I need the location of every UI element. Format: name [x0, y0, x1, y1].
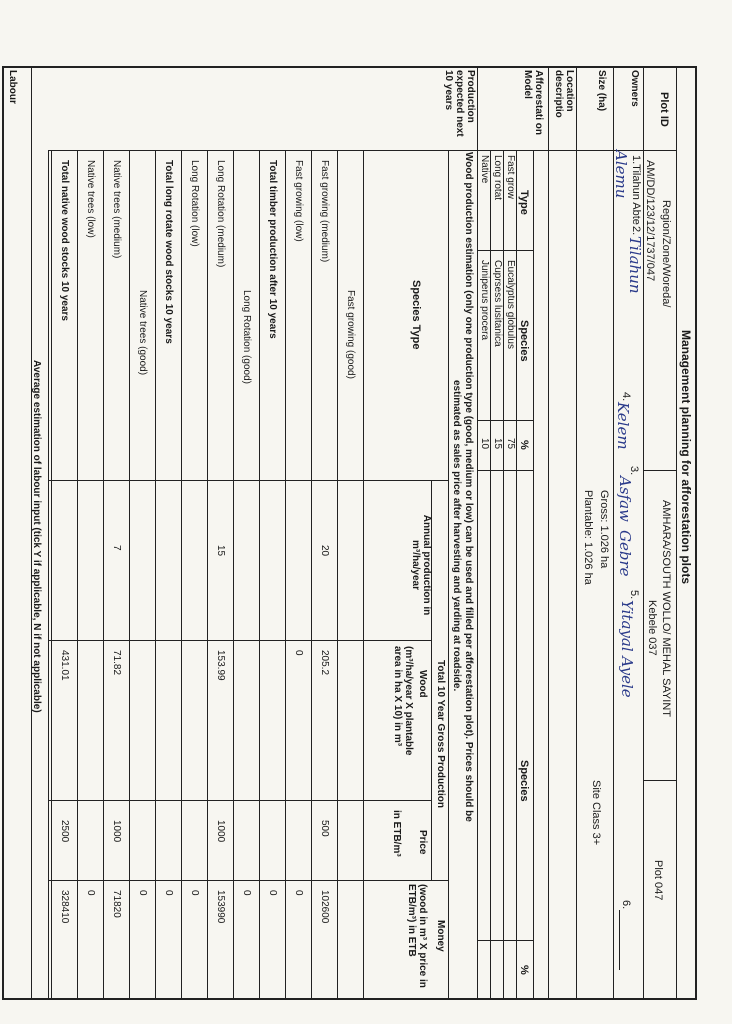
- row-divider: [207, 150, 208, 1000]
- row-divider: [129, 150, 130, 1000]
- site-class: Site Class 3+: [590, 780, 602, 846]
- model-type-header: Type: [518, 190, 530, 215]
- model-row-type: Fast grow: [505, 155, 516, 199]
- row-price: 2500: [59, 820, 70, 843]
- row-money: 71820: [111, 890, 122, 918]
- model-row-pct: 75: [505, 438, 516, 450]
- row-divider: [233, 150, 234, 1000]
- model-pct-header: %: [518, 440, 530, 450]
- model-row-pct: 15: [492, 438, 503, 450]
- row-species-type: Fast growing (low): [293, 160, 304, 242]
- form-title: Management planning for afforestation plots: [679, 330, 693, 585]
- owner-5-handwritten: Gebre: [616, 530, 634, 577]
- plot-number: Plot 047: [652, 860, 664, 901]
- total-header: Total 10 Year Gross Production: [435, 660, 446, 809]
- row-species-type: Fast growing (medium): [319, 160, 330, 263]
- owner-3-handwritten: Asfaw: [616, 476, 634, 522]
- row-wood: 205.2: [319, 650, 330, 676]
- model-row-type: Native: [479, 155, 490, 184]
- owner-2-num: 2.: [630, 226, 642, 236]
- row-species-type: Total native wood stocks 10 years: [59, 160, 70, 321]
- plantable-size: Plantable: 1.026 ha: [582, 490, 594, 585]
- wood-header: Wood: [417, 670, 428, 698]
- owners-label: Owners: [629, 70, 640, 107]
- row-price: 1000: [215, 820, 226, 843]
- production-note-2: estimated as sales price after harvesting and yarding at roadside.: [451, 380, 462, 692]
- model-row-species: Juniperus procera: [479, 260, 490, 341]
- row-divider: [259, 150, 260, 1000]
- row-divider: [155, 150, 156, 1000]
- region-label: Region/Zone/Woreda/: [660, 200, 672, 308]
- row-species-type: Fast growing (good): [345, 290, 356, 379]
- size-label: Size (ha): [596, 70, 607, 112]
- row-species-type: Long Rotation (medium): [215, 160, 226, 268]
- row-money: 0: [267, 890, 278, 896]
- row-wood: 153.99: [215, 650, 226, 681]
- row-money: 0: [137, 890, 148, 896]
- production-label: Production expected next 10 years: [443, 70, 476, 137]
- plot-code: AM/DD/123/12/1737/047: [644, 160, 656, 282]
- row-species-type: Native trees (medium): [111, 160, 122, 259]
- gross-size: Gross: 1.026 ha: [598, 490, 610, 569]
- row-money: 0: [241, 890, 252, 896]
- annual-header: Annual production in m³/ha/year: [410, 514, 432, 616]
- owner-5-num: 5.: [628, 590, 640, 600]
- owner-1: 1.Tilahun Abte: [630, 155, 642, 225]
- row-divider: [285, 150, 286, 1000]
- row-divider: [181, 150, 182, 1000]
- owner-6-num: 6.: [620, 900, 632, 910]
- row-divider: [337, 150, 338, 1000]
- species-type-header: Species Type: [410, 280, 422, 350]
- plot-id-label: Plot ID: [658, 92, 670, 127]
- model-species-header: Species: [518, 320, 530, 362]
- owner-2-handwritten: Tilahun: [626, 236, 644, 294]
- row-money: 102600: [319, 890, 330, 924]
- owner-3-num: 3.: [628, 466, 640, 476]
- row-wood: 0: [293, 650, 304, 656]
- model-species2-header: Species: [518, 760, 530, 802]
- row-money: 0: [85, 890, 96, 896]
- location-label: Location descriptio: [553, 70, 575, 118]
- labour-text: Average estimation of labour input (tick Y if applicable, N if not applicable): [31, 360, 42, 713]
- region-value: AMHARA/SOUTH WOLLO/ MEHAL SAYINT: [660, 500, 672, 717]
- model-row-type: Long rotat: [492, 155, 503, 201]
- price-subheader: in ETB/m³: [391, 810, 402, 857]
- row-species-type: Long Rotation (good): [241, 290, 252, 384]
- kebele: Kebele 037: [646, 600, 658, 656]
- price-header: Price: [417, 830, 428, 855]
- model-pct2-header: %: [518, 965, 530, 975]
- row-price: 500: [319, 820, 330, 837]
- owner-4-handwritten: Kelem: [614, 402, 632, 450]
- row-money: 328410: [59, 890, 70, 924]
- row-species-type: Long Rotation (low): [189, 160, 200, 247]
- row-annual: 20: [319, 545, 330, 557]
- row-divider: [311, 150, 312, 1000]
- row-wood: 71.82: [111, 650, 122, 676]
- production-note-1: Wood production estimation (only one production type (good, medium or low) can be used and filled per afforestation plot). Prices should be: [463, 152, 474, 822]
- row-money: 153990: [215, 890, 226, 924]
- model-row-pct: 10: [479, 438, 490, 450]
- model-row-species: Cuprsess lusitanica: [492, 260, 503, 347]
- money-header: Money: [435, 920, 446, 952]
- row-money: 0: [163, 890, 174, 896]
- model-row-species: Eucalyptus globulus: [505, 260, 516, 349]
- row-divider: [103, 150, 104, 1000]
- owner-6-handwritten: Yitayal Ayele: [618, 600, 636, 698]
- wood-subheader: (m³/ha/year X plantable area in ha X 10) in m³: [392, 646, 414, 756]
- row-money: 0: [293, 890, 304, 896]
- row-species-type: Native trees (good): [137, 290, 148, 376]
- owner-2-handwritten-b: Alemu: [612, 150, 630, 199]
- model-label: Afforestati on Model: [522, 70, 544, 135]
- row-divider: [51, 150, 52, 1000]
- labour-label: Labour: [7, 70, 18, 104]
- row-annual: 15: [215, 545, 226, 557]
- money-subheader: (wood in m³ X price in ETB/m³) in ETB: [406, 884, 428, 988]
- row-species-type: Native trees (low): [85, 160, 96, 238]
- row-price: 1000: [111, 820, 122, 843]
- row-species-type: Total timber production after 10 years: [267, 160, 278, 339]
- row-species-type: Total long rotate wood stocks 10 years: [163, 160, 174, 344]
- row-money: 0: [189, 890, 200, 896]
- row-wood: 431.01: [59, 650, 70, 681]
- owner-4-num: 4.: [620, 392, 632, 402]
- row-divider: [77, 150, 78, 1000]
- row-annual: 7: [111, 545, 122, 551]
